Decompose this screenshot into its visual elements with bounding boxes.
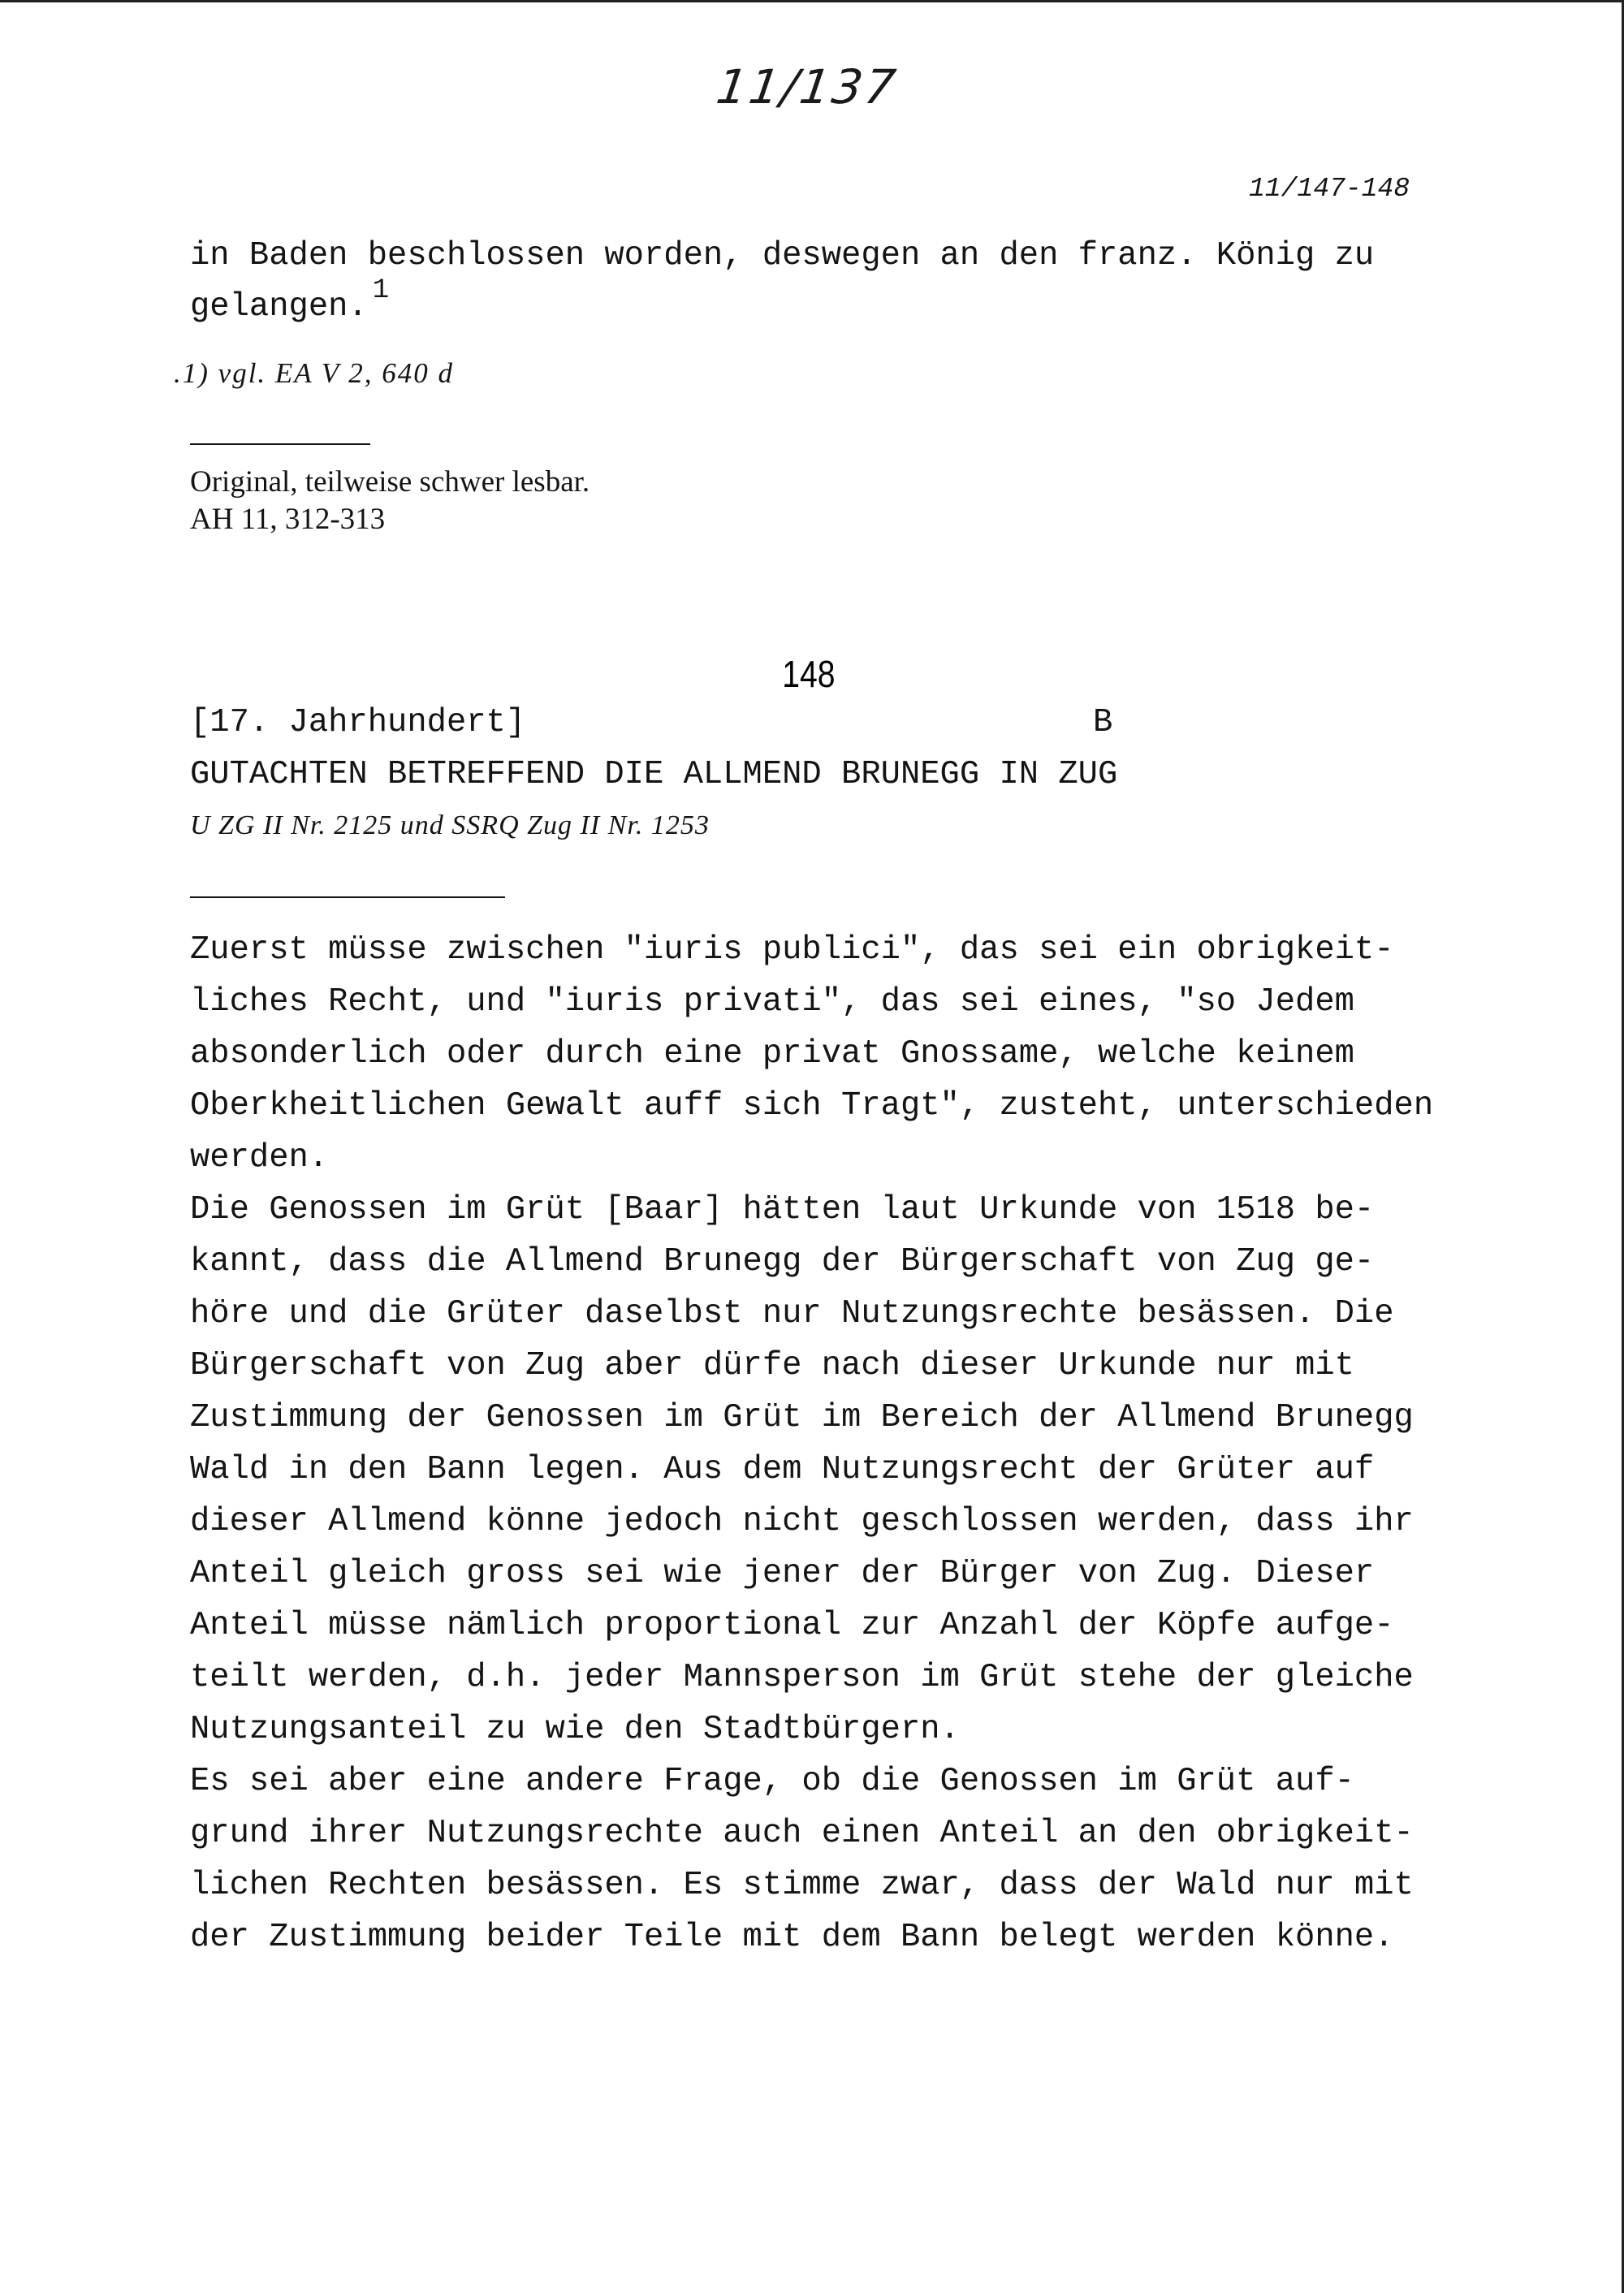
- body-line: Wald in den Bann legen. Aus dem Nutzungsrecht der Grüter auf: [190, 1451, 1375, 1488]
- body-line: höre und die Grüter daselbst nur Nutzungsrechte besässen. Die: [190, 1295, 1394, 1332]
- body-line: Oberkheitlichen Gewalt auff sich Tragt", zusteht, unterschieden: [190, 1087, 1434, 1125]
- body-line: Nutzungsanteil zu wie den Stadtbürgern.: [190, 1711, 960, 1748]
- document-title: GUTACHTEN BETREFFEND DIE ALLMEND BRUNEGG IN ZUG: [190, 756, 1118, 793]
- body-line: teilt werden, d.h. jeder Mannsperson im Grüt stehe der gleiche: [190, 1659, 1414, 1696]
- handwritten-archive-mark: 11/137: [713, 59, 901, 114]
- carryover-line-2-text: gelangen.: [190, 288, 368, 326]
- document-date: [17. Jahrhundert]: [190, 704, 526, 741]
- body-line: Anteil müsse nämlich proportional zur Anzahl der Köpfe aufge-: [190, 1607, 1394, 1644]
- footnote-reference: 1: [372, 275, 390, 306]
- body-line: dieser Allmend könne jedoch nicht geschlossen werden, dass ihr: [190, 1503, 1414, 1540]
- carryover-line-1: in Baden beschlossen worden, deswegen an den franz. König zu: [190, 237, 1375, 274]
- body-line: absonderlich oder durch eine privat Gnossame, welche keinem: [190, 1035, 1354, 1073]
- body-line: kannt, dass die Allmend Brunegg der Bürgerschaft von Zug ge-: [190, 1243, 1375, 1280]
- header-separator-rule: [190, 896, 505, 898]
- provenance-note: [190, 464, 590, 538]
- body-line: Anteil gleich gross sei wie jener der Bürger von Zug. Dieser: [190, 1555, 1375, 1592]
- body-line: lichen Rechten besässen. Es stimme zwar, dass der Wald nur mit: [190, 1867, 1414, 1904]
- body-line: Die Genossen im Grüt [Baar] hätten laut Urkunde von 1518 be-: [190, 1191, 1375, 1229]
- carryover-line-2: [190, 275, 390, 327]
- document-sources: U ZG II Nr. 2125 und SSRQ Zug II Nr. 1253: [190, 810, 710, 840]
- body-line: Es sei aber eine andere Frage, ob die Genossen im Grüt auf-: [190, 1763, 1354, 1800]
- body-line: der Zustimmung beider Teile mit dem Bann belegt werden könne.: [190, 1919, 1394, 1956]
- body-line: Bürgerschaft von Zug aber dürfe nach dieser Urkunde nur mit: [190, 1347, 1354, 1384]
- footnote-separator-rule: [190, 443, 370, 445]
- body-line: Zuerst müsse zwischen "iuris publici", das sei ein obrigkeit-: [190, 931, 1394, 969]
- body-line: werden.: [190, 1139, 329, 1177]
- document-marker: B: [1093, 704, 1113, 741]
- footnote: .1) vgl. EA V 2, 640 d: [174, 357, 455, 389]
- document-number: 148: [782, 653, 836, 695]
- provenance-line-1: Original, teilweise schwer lesbar.: [190, 465, 590, 499]
- page-number: 11/147-148: [1249, 174, 1410, 204]
- body-line: liches Recht, und "iuris privati", das sei eines, "so Jedem: [190, 983, 1354, 1021]
- body-line: Zustimmung der Genossen im Grüt im Bereich der Allmend Brunegg: [190, 1399, 1414, 1436]
- body-line: grund ihrer Nutzungsrechte auch einen Anteil an den obrigkeit-: [190, 1815, 1414, 1852]
- provenance-line-2: AH 11, 312-313: [190, 503, 386, 536]
